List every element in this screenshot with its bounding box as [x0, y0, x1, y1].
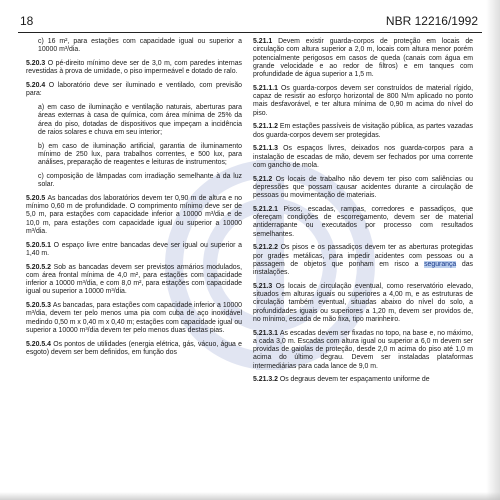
- paragraph-text: das instalações.: [253, 260, 474, 276]
- paragraph-text: Os espaços livres, deixados nos guarda-corpos para a instalação de escadas de mão, devem ser fechados por uma corrente com gancho de mola.: [253, 145, 473, 169]
- paragraph: [253, 283, 473, 324]
- clause-number: 5.21.3.1: [253, 329, 280, 337]
- paragraph-text: Os pisos e os passadiços devem ter as aberturas protegidas por grades metálicas, para impedir acidentes com pessoas ou a passagem de objetos que ponham em risco a: [253, 244, 473, 268]
- clause-number: 5.20.3: [26, 60, 48, 67]
- page-number: 18: [20, 14, 34, 28]
- paragraph: [253, 176, 473, 201]
- paragraph-text: Sob as bancadas devem ser previstos armários modulados, com área frontal mínima de 4,0 m², para estações com capacidade inferior a 10000 m³/dia, e com 8,0 m², para estações com capacidade igual ou superior a 10000 m³/dia.: [26, 263, 243, 296]
- paragraph: [26, 82, 242, 99]
- paragraph-text: O laboratório deve ser iluminado e ventilado, com previsão para:: [26, 82, 242, 98]
- paragraph: [26, 242, 242, 259]
- paragraph: [26, 143, 242, 168]
- clause-number: 5.21.3.2: [253, 376, 280, 384]
- clause-number: 5.21.2: [253, 175, 276, 183]
- paragraph: [253, 145, 473, 170]
- paragraph: [253, 85, 473, 118]
- clause-number: 5.20.4: [26, 82, 49, 89]
- clause-number: 5.20.5: [26, 194, 48, 202]
- paragraph-text: Os pontos de utilidades (energia elétrica, gás, vácuo, água e esgoto) devem ser bem definidos, em função dos: [26, 340, 242, 356]
- paragraph-text: Os guarda-corpos devem ser construídos de material rígido, capaz de resistir ao esforço horizontal de 800 N/m aplicado no ponto mais desfavorável, e ter altura mínima de 0,90 m acima do nível do piso.: [253, 84, 473, 117]
- paragraph: [26, 104, 242, 137]
- paragraph: [26, 38, 242, 55]
- selected-text[interactable]: segurança: [424, 260, 457, 268]
- paragraph-text: Em estações passíveis de visitação pública, as partes vazadas dos guarda-corpos devem ser protegidas.: [253, 123, 473, 139]
- page-edge-shadow: [486, 0, 500, 500]
- paragraph: [26, 195, 242, 236]
- clause-number: 5.20.5.2: [26, 263, 54, 271]
- paragraph: [253, 244, 473, 277]
- page-bottom-shadow: [0, 492, 500, 500]
- paragraph-text: Os locais de circulação eventual, como reservatório elevado, situados em alturas iguais ou superiores a 4,00 m, e as estruturas de circulação também eventual, situadas abaixo do nível do solo, a profundidades iguais ou superiores a 1,20 m, devem ser providos de, no mínimo, escada de mão fixa, tipo marinheiro.: [253, 282, 473, 323]
- clause-number: 5.21.1.3: [253, 145, 284, 153]
- clause-number: 5.21.1: [253, 38, 279, 45]
- paragraph-text: O espaço livre entre bancadas deve ser igual ou superior a 1,40 m.: [26, 241, 242, 257]
- standard-code: NBR 12216/1992: [385, 14, 478, 28]
- clause-number: 5.21.1.1: [253, 84, 281, 92]
- paragraph-text: b) em caso de iluminação artificial, garantia de iluminamento mínimo de 250 lux, para trabalhos correntes, e 500 lux, para análises, preparação de reagentes e leituras de instrumentos;: [38, 142, 242, 166]
- paragraph-text: O pé-direito mínimo deve ser de 3,0 m, com paredes internas revestidas à prova de umidade, o piso impermeável e dotado de ralo.: [26, 60, 242, 76]
- paragraph: [253, 123, 473, 140]
- clause-number: 5.20.5.4: [26, 340, 54, 348]
- paragraph-text: As escadas devem ser fixadas no topo, na base e, no máximo, a cada 3,0 m. Escadas com altura igual ou superior a 6,0 m devem ser providas de gaiolas de proteção, desde 2,0 m acima do piso até 1,0 m acima do último degrau. Devem ser instaladas plataformas intermediárias para cada lance de 9,0 m.: [253, 329, 473, 370]
- paragraph-text: c) 16 m², para estações com capacidade igual ou superior a 10000 m³/dia.: [38, 38, 242, 54]
- paragraph-text: As bancadas, para estações com capacidade inferior a 10000 m³/dia, devem ter pelo menos uma pia com cuba de aço inoxidável medindo 0,50 m x 0,40 m x 0,40 m; estações com capacidade igual ou superior a 10000 m³/dia devem ter pelo menos duas destas pias.: [26, 302, 242, 334]
- clause-number: 5.20.5.1: [26, 241, 54, 249]
- paragraph: [26, 264, 242, 297]
- paragraph-text: a) em caso de iluminação e ventilação naturais, aberturas para áreas externas à casa de química, com área mínima de 25% da área do piso, dotadas de dispositivos que impeçam a incidência de raios solares e chuva em seu interior;: [38, 104, 242, 136]
- right-column: [253, 38, 473, 390]
- paragraph-text: Os degraus devem ter espaçamento uniforme de: [279, 376, 430, 384]
- clause-number: 5.21.1.2: [253, 123, 280, 131]
- paragraph-text: c) composição de lâmpadas com irradiação semelhante à da luz solar.: [38, 172, 242, 188]
- paragraph-text: Os locais de trabalho não devem ter piso com saliências ou depressões que possam causar acidentes durante a circulação de pessoas ou movimentação de materiais.: [253, 175, 473, 199]
- paragraph: [253, 206, 473, 239]
- paragraph-text: As bancadas dos laboratórios devem ter 0,90 m de altura e no mínimo 0,60 m de profundidade. O comprimento mínimo deve ser de 5,0 m, para estações com capacidade inferior a 10000 m³/dia e de 10,0 m, para estações com capacidade igual ou superior a 10000 m³/dia.: [26, 194, 242, 235]
- clause-number: 5.21.2.1: [253, 205, 284, 213]
- paragraph-text: Pisos, escadas, rampas, corredores e passadiços, que ofereçam condições de escorregamento, devem ser de material antiderrapante ou executados por processo com resultados semelhantes.: [253, 205, 474, 238]
- clause-number: 5.21.3: [253, 282, 276, 290]
- paragraph: [26, 302, 242, 335]
- paragraph: [26, 173, 242, 190]
- paragraph-text: Devem existir guarda-corpos de proteção em locais de circulação com altura superior a 2,0 m, locais com altura menor porém potencialmente perigosos em casos de queda (canais com água em grande velocidade e ao redor de filtros) e em tanques com profundidade de água superior a 1,5 m.: [253, 38, 473, 78]
- header-rule: [18, 32, 482, 33]
- paragraph: [26, 341, 242, 358]
- clause-number: 5.20.5.3: [26, 302, 53, 309]
- paragraph: [26, 60, 242, 77]
- left-column: [26, 38, 242, 363]
- paragraph: [253, 330, 473, 371]
- clause-number: 5.21.2.2: [253, 244, 281, 252]
- paragraph: [253, 376, 473, 384]
- paragraph: [253, 38, 473, 79]
